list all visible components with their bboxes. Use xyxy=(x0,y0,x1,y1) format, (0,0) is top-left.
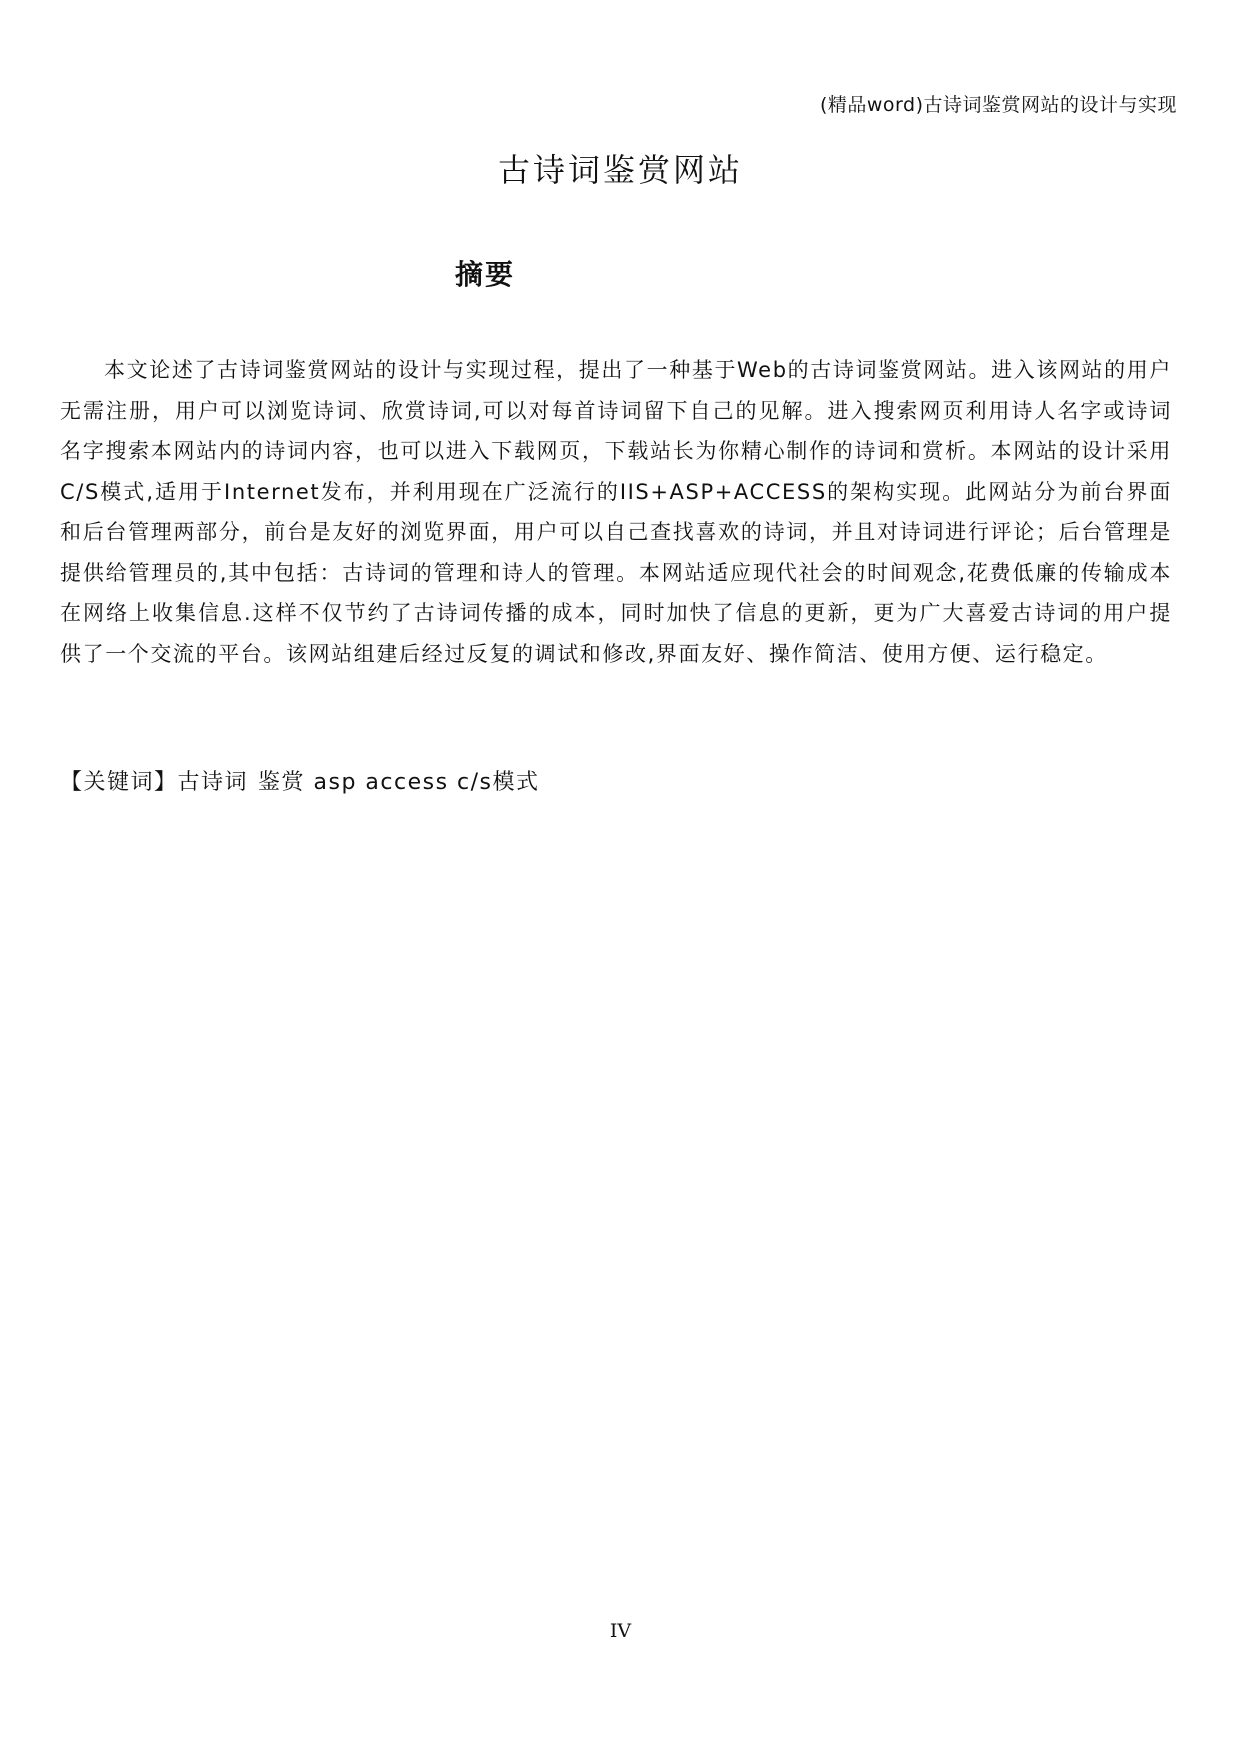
abstract-heading: 摘要 xyxy=(455,258,516,291)
abstract-body: 本文论述了古诗词鉴赏网站的设计与实现过程，提出了一种基于Web的古诗词鉴赏网站。进入该网站的用户无需注册，用户可以浏览诗词、欣赏诗词,可以对每首诗词留下自己的见解。进入搜索网页利用诗人名字或诗词名字搜索本网站内的诗词内容，也可以进入下载网页，下载站长为你精心制作的诗词和赏析。本网站的设计采用C/S模式,适用于Internet发布，并利用现在广泛流行的IIS+ASP+ACCESS的架构实现。此网站分为前台界面和后台管理两部分，前台是友好的浏览界面，用户可以自己查找喜欢的诗词，并且对诗词进行评论；后台管理是提供给管理员的,其中包括：古诗词的管理和诗人的管理。本网站适应现代社会的时间观念,花费低廉的传输成本在网络上收集信息.这样不仅节约了古诗词传播的成本，同时加快了信息的更新，更为广大喜爱古诗词的用户提供了一个交流的平台。该网站组建后经过反复的调试和修改,界面友好、操作简洁、使用方便、运行稳定。 xyxy=(60,358,1172,666)
document-title: 古诗词鉴赏网站 xyxy=(497,151,743,189)
keywords-list: 鉴赏 asp access c/s模式 xyxy=(258,770,540,795)
keywords-label: 【关键词】古诗词 xyxy=(60,770,249,795)
running-header: (精品word)古诗词鉴赏网站的设计与实现 xyxy=(819,94,1177,116)
page-number: IV xyxy=(609,1620,632,1642)
keywords-line xyxy=(60,765,540,796)
